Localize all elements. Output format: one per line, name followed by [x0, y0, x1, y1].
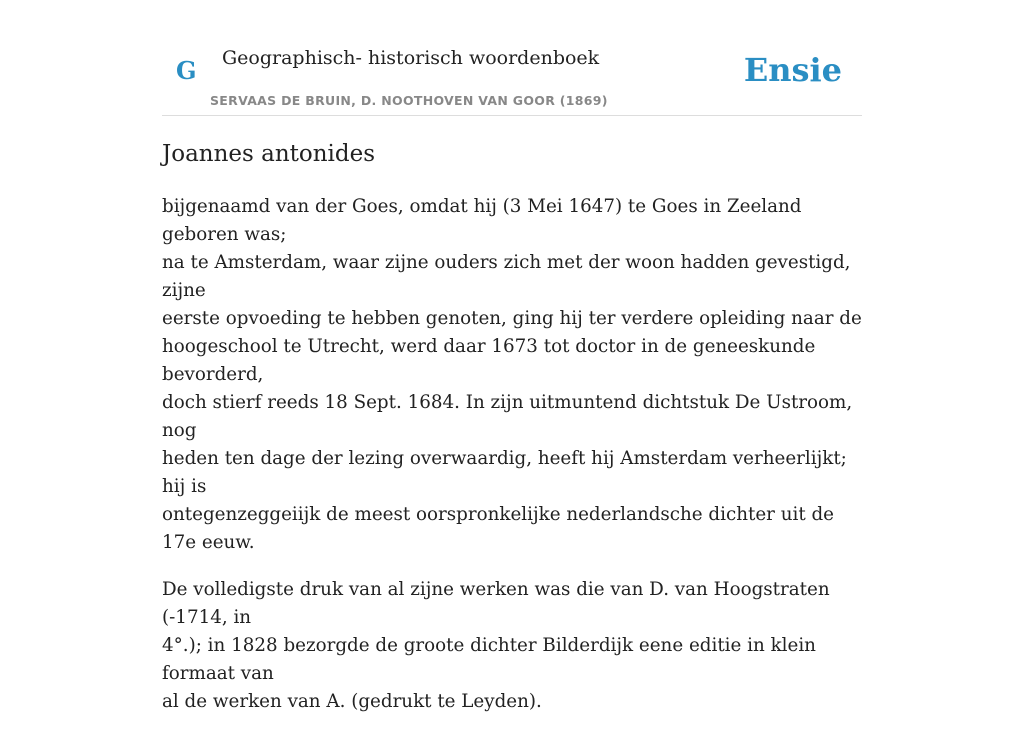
paragraph-line: al de werken van A. (gedrukt te Leyden).	[162, 691, 542, 712]
entry-body	[162, 193, 862, 735]
entry-title: Joannes antonides	[162, 141, 376, 167]
paragraph-line: 4°.); in 1828 bezorgde de groote dichter Bilderdijk eene editie in klein formaat van	[162, 635, 816, 684]
paragraph-line: ontegenzeggeiijk de meest oorspronkelijke nederlandsche dichter uit de 17e eeuw.	[162, 504, 835, 553]
dictionary-header	[162, 0, 862, 116]
dictionary-logo-letter[interactable]: G	[176, 56, 197, 85]
paragraph-line: De volledigste druk van al zijne werken was die van D. van Hoogstraten (-1714, in	[162, 579, 830, 628]
book-author: SERVAAS DE BRUIN, D. NOOTHOVEN VAN GOOR (1869)	[210, 93, 608, 108]
page-container	[162, 0, 862, 712]
entry-paragraph-2	[162, 576, 862, 716]
paragraph-line: na te Amsterdam, waar zijne ouders zich met der woon hadden gevestigd, zijne	[162, 252, 851, 301]
paragraph-line: eerste opvoeding te hebben genoten, ging hij ter verdere opleiding naar de	[162, 308, 862, 329]
ensie-logo-link[interactable]: Ensie	[743, 51, 842, 89]
entry-paragraph-1	[162, 193, 862, 557]
paragraph-line: doch stierf reeds 18 Sept. 1684. In zijn uitmuntend dichtstuk De Ustroom, nog	[162, 392, 853, 441]
paragraph-line: bijgenaamd van der Goes, omdat hij (3 Mei 1647) te Goes in Zeeland geboren was;	[162, 196, 802, 245]
paragraph-line: heden ten dage der lezing overwaardig, heeft hij Amsterdam verheerlijkt; hij is	[162, 448, 847, 497]
book-title-link[interactable]: Geographisch- historisch woordenboek	[222, 47, 600, 69]
paragraph-line: hoogeschool te Utrecht, werd daar 1673 tot doctor in de geneeskunde bevorderd,	[162, 336, 816, 385]
